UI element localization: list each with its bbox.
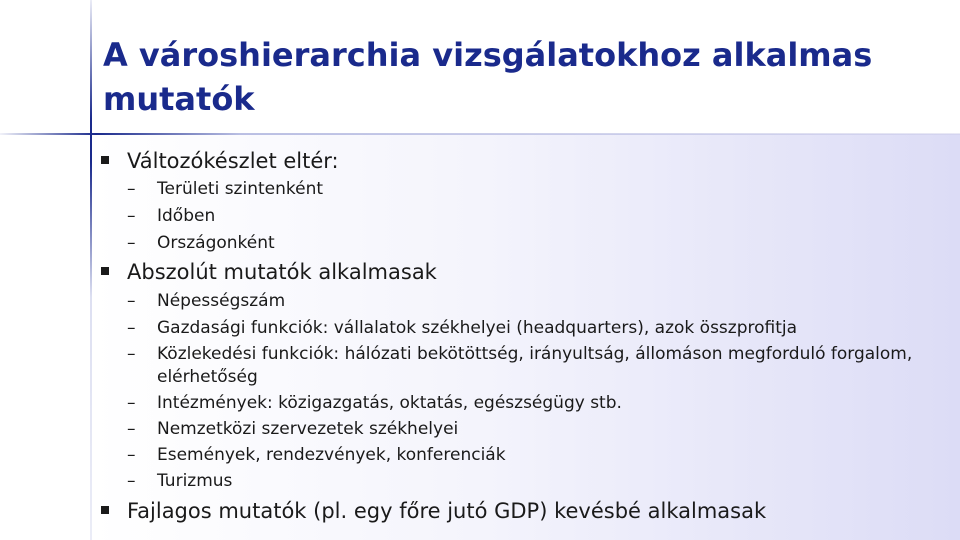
dash-icon: – <box>127 344 136 364</box>
square-bullet-icon <box>101 267 109 275</box>
sub-bullet-item <box>127 317 947 340</box>
sub-bullet-item <box>127 392 947 415</box>
sub-bullet-item <box>127 178 947 201</box>
dash-icon: – <box>127 393 136 413</box>
sub-bullet-text: Nemzetközi szervezetek székhelyei <box>157 419 459 439</box>
sub-bullet-item <box>127 444 947 467</box>
bullet-item <box>127 497 766 525</box>
sub-bullet-text: Turizmus <box>157 471 233 491</box>
bullet-text: Fajlagos mutatók (pl. egy főre jutó GDP) kevésbé alkalmasak <box>127 499 767 523</box>
bullet-text: Abszolút mutatók alkalmasak <box>127 260 437 284</box>
dash-icon: – <box>127 206 136 226</box>
dash-icon: – <box>127 233 136 253</box>
bullet-item <box>127 258 437 286</box>
dash-icon: – <box>127 419 136 439</box>
sub-bullet-item <box>127 418 947 441</box>
square-bullet-icon <box>101 506 109 514</box>
sub-bullet-text: Területi szintenként <box>157 179 324 199</box>
sub-bullet-text: Országonként <box>157 233 275 253</box>
square-bullet-icon <box>101 156 109 164</box>
sub-bullet-item <box>127 343 947 389</box>
sub-bullet-item <box>127 205 947 228</box>
dash-icon: – <box>127 445 136 465</box>
sub-bullet-text: Események, rendezvények, konferenciák <box>157 445 506 465</box>
dash-icon: – <box>127 318 136 338</box>
sub-bullet-item <box>127 290 947 313</box>
dash-icon: – <box>127 291 136 311</box>
sub-bullet-item <box>127 470 947 493</box>
dash-icon: – <box>127 179 136 199</box>
sub-bullet-text: Gazdasági funkciók: vállalatok székhelyei (headquarters), azok összprofitja <box>157 318 798 338</box>
slide-title: A városhierarchia vizsgálatokhoz alkalmas mutatók <box>103 36 873 118</box>
sub-bullet-text: Népességszám <box>157 291 286 311</box>
bullet-text: Változókészlet eltér: <box>127 149 339 173</box>
sub-bullet-item <box>127 232 947 255</box>
dash-icon: – <box>127 471 136 491</box>
sub-bullet-text: Intézmények: közigazgatás, oktatás, egészségügy stb. <box>157 393 622 413</box>
bullet-item <box>127 147 339 175</box>
sub-bullet-text: Közlekedési funkciók: hálózati bekötöttség, irányultság, állomáson megforduló forgalom, elérhetőség <box>157 344 913 387</box>
sub-bullet-text: Időben <box>157 206 216 226</box>
